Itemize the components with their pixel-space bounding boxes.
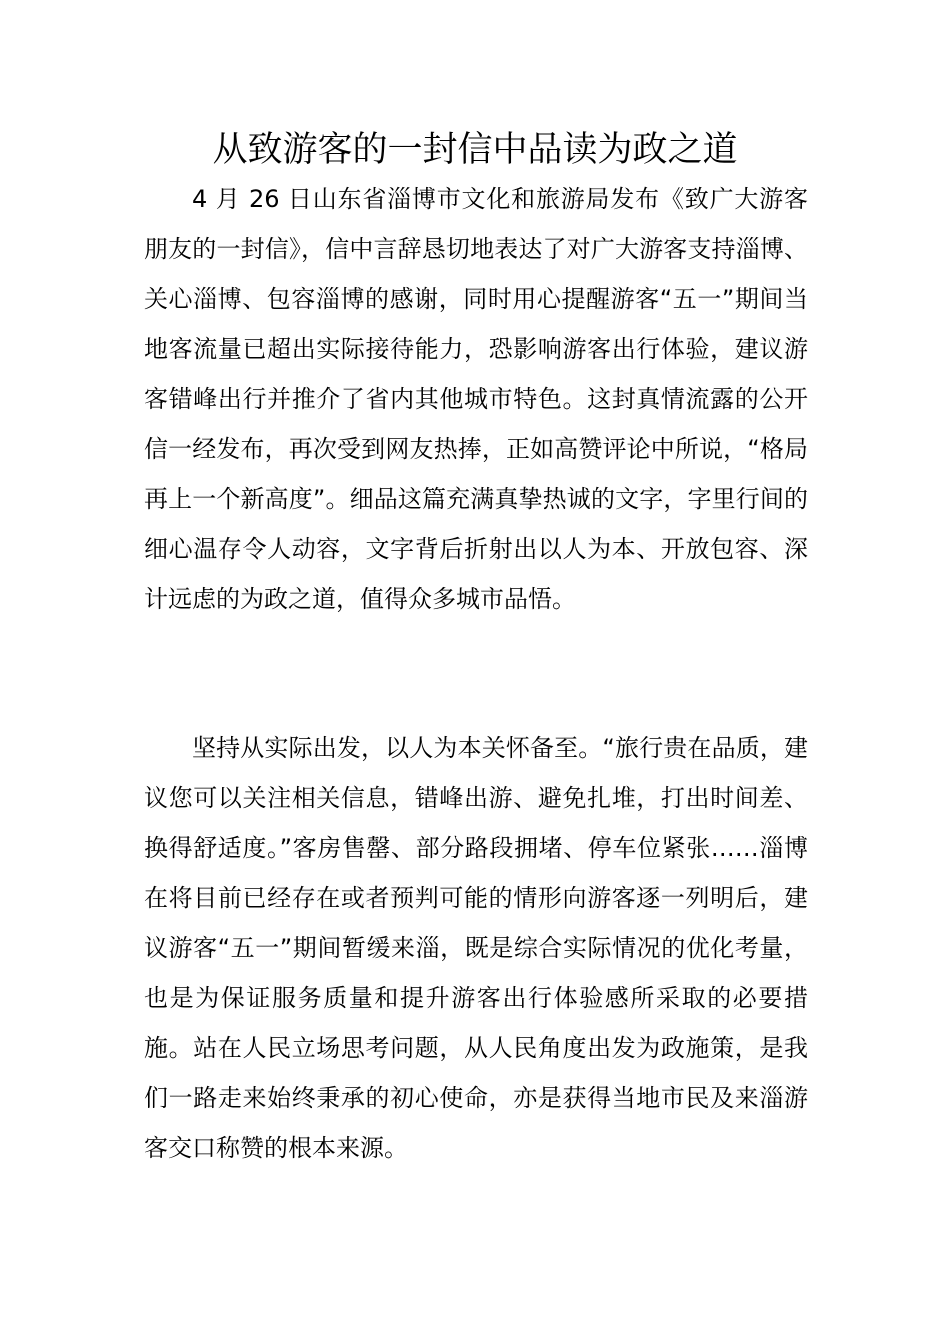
paragraph-1: 4 月 26 日山东省淄博市文化和旅游局发布《致广大游客朋友的一封信》，信中言辞恳切地表达了对广大游客支持淄博、关心淄博、包容淄博的感谢，同时用心提醒游客“五一”期间当地客流量已超出实际接待能力，恐影响游客出行体验，建议游客错峰出行并推介了省内其他城市特色。这封真情流露的公开信一经发布，再次受到网友热捧，正如高赞评论中所说，“格局再上一个新高度”。细品这篇充满真挚热诚的文字，字里行间的细心温存令人动容，文字背后折射出以人为本、开放包容、深计远虑的为政之道，值得众多城市品悟。: [144, 185, 808, 613]
document-title: 从致游客的一封信中品读为政之道: [212, 130, 738, 170]
paragraph-2: 坚持从实际出发，以人为本关怀备至。“旅行贵在品质，建议您可以关注相关信息，错峰出游、避免扎堆，打出时间差、换得舒适度。”客房售罄、部分路段拥堵、停车位紧张……淄博在将目前已经存在或者预判可能的情形向游客逐一列明后，建议游客“五一”期间暂缓来淄，既是综合实际情况的优化考量，也是为保证服务质量和提升游客出行体验感所采取的必要措施。站在人民立场思考问题，从人民角度出发为政施策，是我们一路走来始终秉承的初心使命，亦是获得当地市民及来淄游客交口称赞的根本来源。: [144, 734, 808, 1162]
